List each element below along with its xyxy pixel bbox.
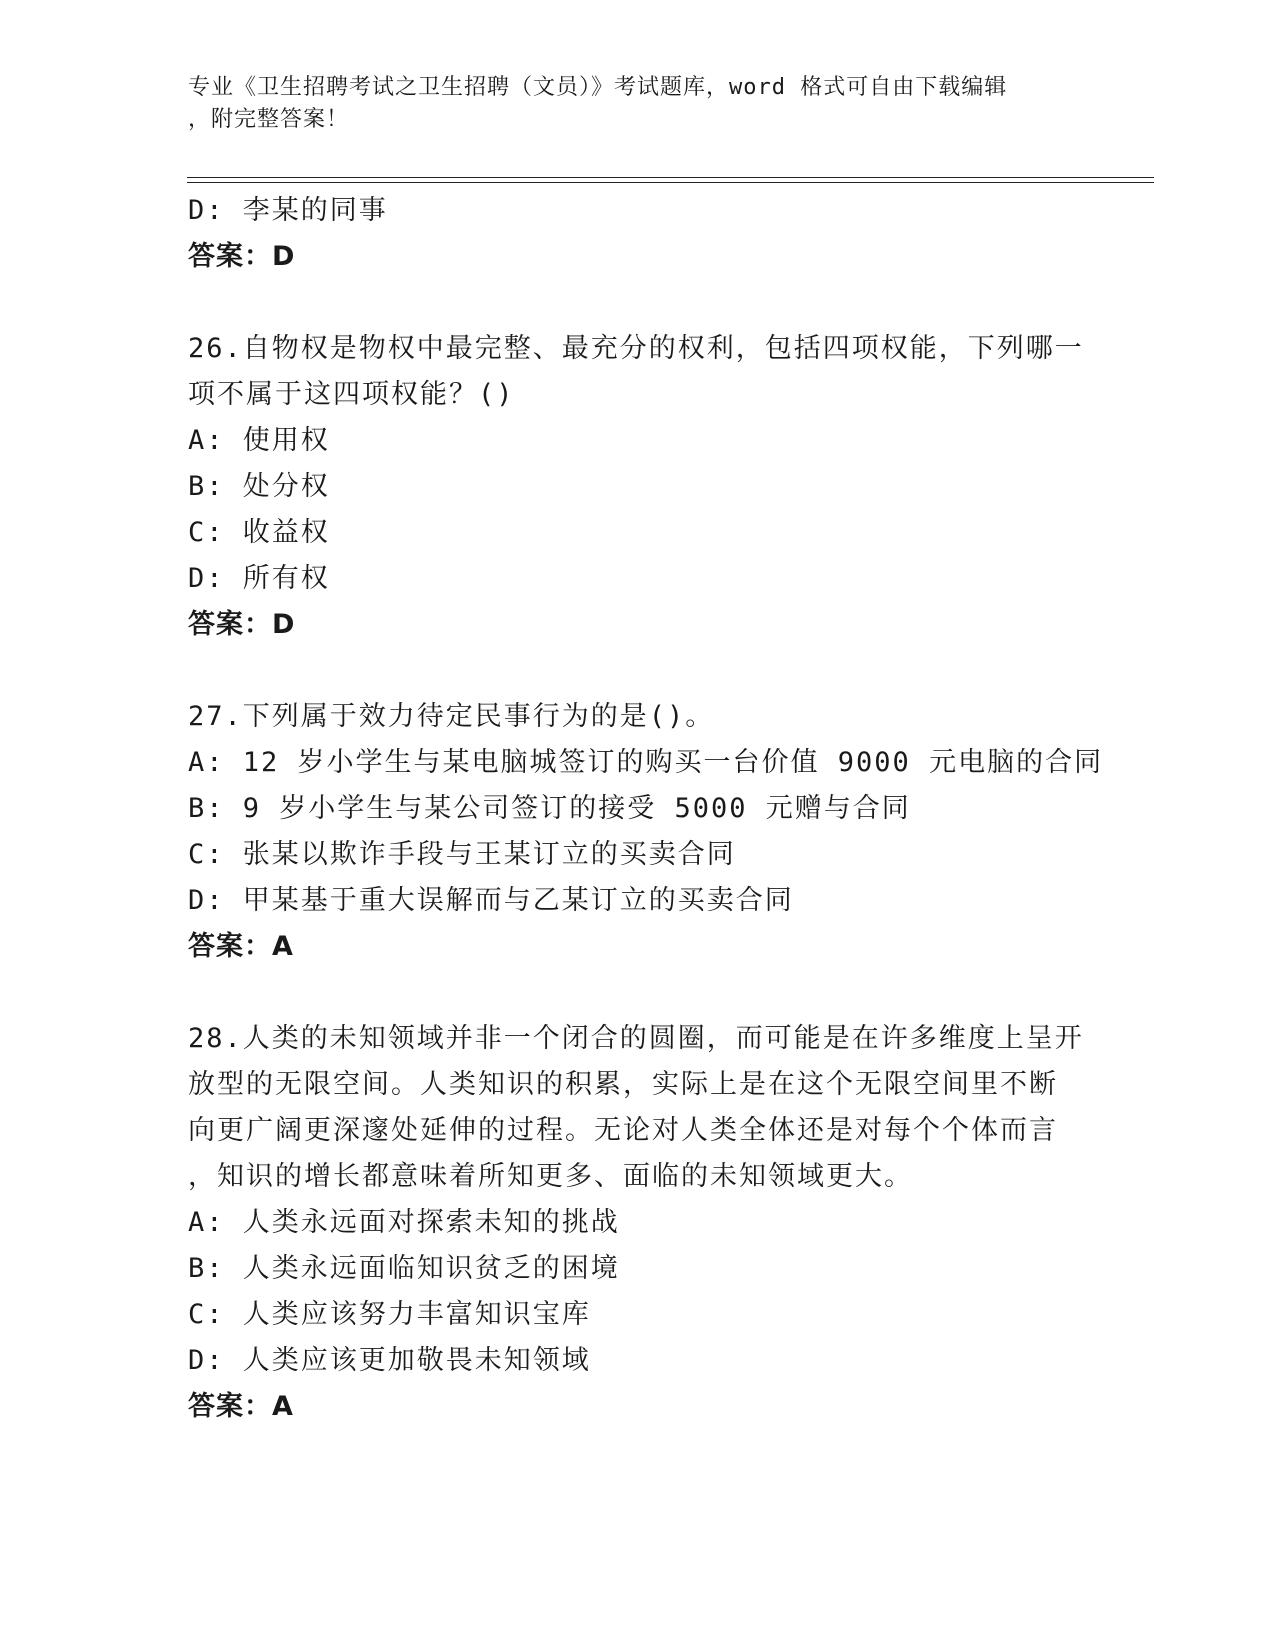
question-stem-line: 27.下列属于效力待定民事行为的是()。 xyxy=(188,701,715,732)
answer: 答案：A xyxy=(188,931,294,962)
question-stem-line: 项不属于这四项权能？() xyxy=(188,379,515,410)
option-a: A: 12 岁小学生与某电脑城签订的购买一台价值 9000 元电脑的合同 xyxy=(188,747,1104,778)
option-b: B: 人类永远面临知识贫乏的困境 xyxy=(188,1253,620,1284)
header-divider-bottom xyxy=(187,182,1154,183)
option-d: D: 李某的同事 xyxy=(188,195,388,226)
question-stem-line: 28.人类的未知领域并非一个闭合的圆圈，而可能是在许多维度上呈开 xyxy=(188,1023,1084,1054)
option-c: C: 人类应该努力丰富知识宝库 xyxy=(188,1299,591,1330)
question-stem-line: 向更广阔更深邃处延伸的过程。无论对人类全体还是对每个个体而言 xyxy=(188,1115,1058,1146)
spacer xyxy=(188,648,1088,694)
answer: 答案：D xyxy=(188,241,296,272)
page-header xyxy=(188,72,1068,136)
option-d: D: 甲某基于重大误解而与乙某订立的买卖合同 xyxy=(188,885,794,916)
question-stem-line: 26.自物权是物权中最完整、最充分的权利，包括四项权能，下列哪一 xyxy=(188,333,1084,364)
option-b: B: 9 岁小学生与某公司签订的接受 5000 元赠与合同 xyxy=(188,793,911,824)
spacer xyxy=(188,280,1088,326)
option-d: D: 所有权 xyxy=(188,563,330,594)
question-list xyxy=(188,188,1104,1430)
option-c: C: 收益权 xyxy=(188,517,330,548)
option-d: D: 人类应该更加敬畏未知领域 xyxy=(188,1345,591,1376)
header-divider-top xyxy=(187,177,1154,178)
question-27 xyxy=(188,694,1104,970)
option-c: C: 张某以欺诈手段与王某订立的买卖合同 xyxy=(188,839,736,870)
question-25-tail xyxy=(188,188,1088,280)
spacer xyxy=(188,970,1088,1016)
answer: 答案：D xyxy=(188,609,296,640)
question-stem-line: 放型的无限空间。人类知识的积累，实际上是在这个无限空间里不断 xyxy=(188,1069,1058,1100)
question-stem-line: ，知识的增长都意味着所知更多、面临的未知领域更大。 xyxy=(188,1161,913,1192)
answer: 答案：A xyxy=(188,1391,294,1422)
question-28 xyxy=(188,1016,1088,1430)
header-title-line-2: ，附完整答案！ xyxy=(188,107,350,132)
question-26 xyxy=(188,326,1088,648)
option-b: B: 处分权 xyxy=(188,471,330,502)
option-a: A: 使用权 xyxy=(188,425,330,456)
option-a: A: 人类永远面对探索未知的挑战 xyxy=(188,1207,620,1238)
header-title-line-1: 专业《卫生招聘考试之卫生招聘（文员）》考试题库，word 格式可自由下载编辑 xyxy=(188,75,1008,100)
